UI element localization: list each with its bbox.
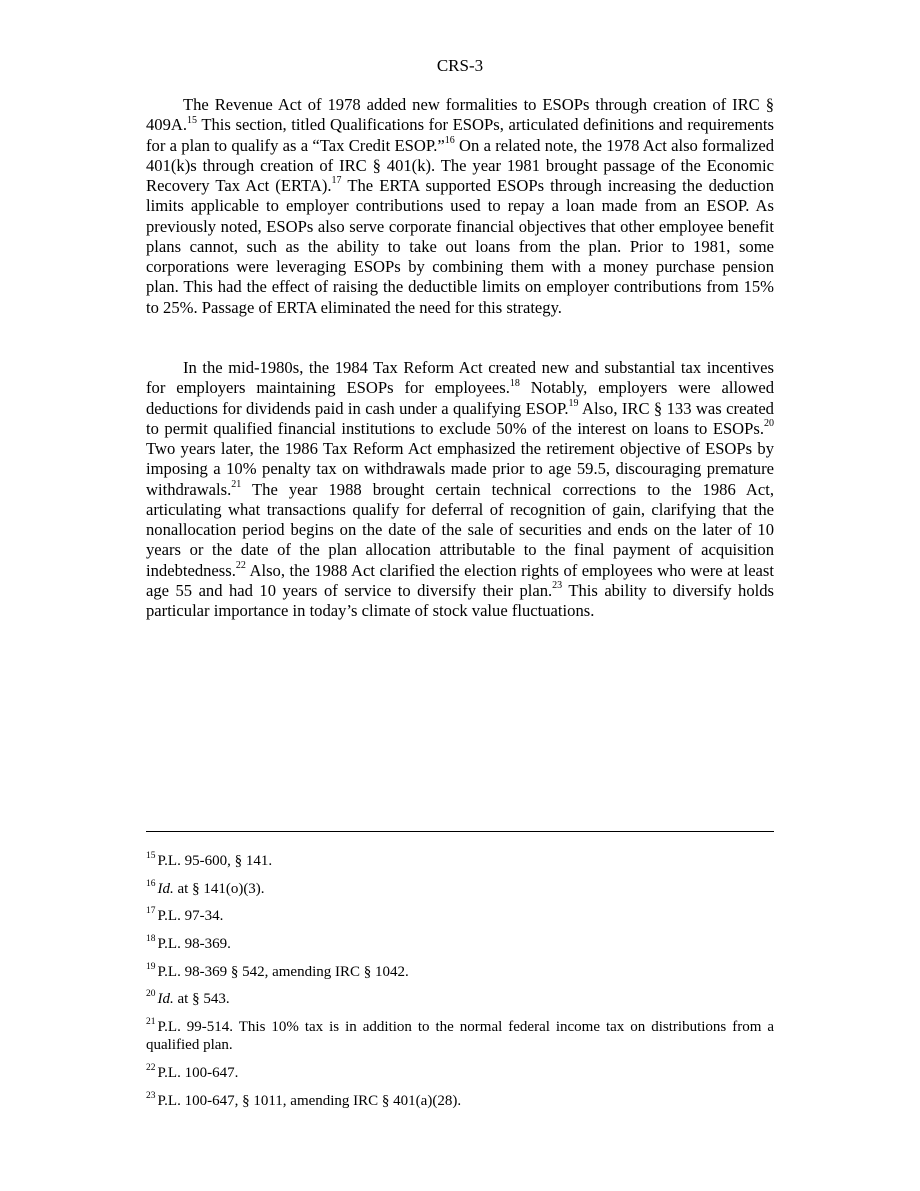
footnote bbox=[146, 907, 774, 925]
footnote-ref: 23 bbox=[552, 580, 563, 592]
footnote bbox=[146, 1064, 774, 1082]
footnote bbox=[146, 1018, 774, 1054]
footnote-text: at § 543. bbox=[173, 991, 230, 1008]
footnote-number: 18 bbox=[146, 934, 156, 945]
paragraph-text: This section, titled Qualifications for ESOPs, articulated definitions and requirements for a plan to qualify as a “Tax Credit ESOP.” bbox=[146, 115, 774, 155]
paragraph-text: The year 1988 brought certain technical corrections to the 1986 Act, articulating what transactions qualify for deferral of recognition of gain, clarifying that the nonallocation period begins on the date of the sale of securities and ends on the later of 10 years or the date of the plan allocation attributable to the final payment of acquisition indebtedness. bbox=[146, 479, 774, 580]
footnote-number: 22 bbox=[146, 1062, 156, 1073]
paragraph-text: The Revenue Act of 1978 added new formalities to ESOPs through creation of IRC § 409A. bbox=[146, 95, 774, 135]
footnote bbox=[146, 1092, 774, 1110]
footnote-ref: 16 bbox=[444, 134, 455, 146]
footnote-italic-text: Id. bbox=[157, 880, 174, 897]
paragraph-text: Two years later, the 1986 Tax Reform Act emphasized the retirement objective of ESOPs by imposing a 10% penalty tax on withdrawals made prior to age 59.5, discouraging premature withdrawals. bbox=[146, 439, 774, 499]
footnote-number: 23 bbox=[146, 1090, 156, 1101]
paragraph-text: The ERTA supported ESOPs through increasing the deduction limits applicable to employer contributions used to repay a loan made from an ESOP. As previously noted, ESOPs also serve corporate financial objectives that other employee benefit plans cannot, such as the ability to take out loans from the plan. Prior to 1981, some corporations were leveraging ESOPs by combining them with a money purchase pension plan. This had the effect of raising the deductible limits on employer contributions from 15% to 25%. Passage of ERTA eliminated the need for this strategy. bbox=[146, 176, 775, 317]
paragraph-text: Also, IRC § 133 was created to permit qualified financial institutions to exclude 50% of the interest on loans to ESOPs. bbox=[146, 398, 774, 438]
paragraph-text: Notably, employers were allowed deductions for dividends paid in cash under a qualifying ESOP. bbox=[146, 378, 774, 418]
footnote-number: 21 bbox=[146, 1017, 156, 1028]
footnote-number: 17 bbox=[146, 906, 156, 917]
footnote-ref: 22 bbox=[235, 559, 246, 571]
footnote-ref: 21 bbox=[231, 478, 242, 490]
footnote bbox=[146, 963, 774, 981]
footnote-text: at § 141(o)(3). bbox=[173, 880, 265, 897]
footnote-text: P.L. 95-600, § 141. bbox=[157, 853, 273, 869]
page-number-header: CRS-3 bbox=[436, 56, 484, 75]
footnote-text: P.L. 97-34. bbox=[157, 908, 224, 925]
footnote-ref: 17 bbox=[331, 175, 342, 187]
footnote-ref: 15 bbox=[187, 114, 198, 126]
paragraph-text: Also, the 1988 Act clarified the election rights of employees who were at least age 55 and had 10 years of service to diversify their plan. bbox=[146, 560, 774, 600]
footnote-number: 19 bbox=[146, 961, 156, 972]
footnote-separator bbox=[146, 831, 774, 832]
footnote-number: 15 bbox=[146, 851, 156, 861]
footnote-number: 16 bbox=[146, 878, 156, 889]
footnote bbox=[146, 880, 774, 898]
footnote-text: P.L. 98-369 § 542, amending IRC § 1042. bbox=[157, 963, 409, 980]
footnote-text: P.L. 100-647. bbox=[157, 1064, 239, 1081]
paragraph-text: This ability to diversify holds particular importance in today’s climate of stock value fluctuations. bbox=[146, 580, 774, 620]
footnote-ref: 18 bbox=[509, 377, 520, 389]
paragraph-text: On a related note, the 1978 Act also formalized 401(k)s through creation of IRC § 401(k). The year 1981 brought passage of the Economic Recovery Tax Act (ERTA). bbox=[146, 135, 774, 195]
footnote-text: P.L. 98-369. bbox=[157, 936, 231, 953]
footnotes-section bbox=[146, 852, 774, 1119]
footnote-italic-text: Id. bbox=[157, 991, 174, 1008]
body-paragraph-2 bbox=[146, 358, 774, 621]
footnote-text: P.L. 99-514. This 10% tax is in addition to the normal federal income tax on distributions from a qualified plan. bbox=[146, 1019, 774, 1054]
footnote bbox=[146, 852, 774, 870]
footnote-text: P.L. 100-647, § 1011, amending IRC § 401(a)(28). bbox=[157, 1092, 462, 1109]
footnote-ref: 20 bbox=[764, 418, 774, 430]
footnote bbox=[146, 990, 774, 1008]
footnote-ref: 19 bbox=[568, 397, 579, 409]
footnote-number: 20 bbox=[146, 989, 156, 1000]
footnote bbox=[146, 935, 774, 953]
paragraph-text: In the mid-1980s, the 1984 Tax Reform Act created new and substantial tax incentives for employers maintaining ESOPs for employees. bbox=[146, 358, 774, 398]
body-paragraph-1 bbox=[146, 95, 774, 318]
